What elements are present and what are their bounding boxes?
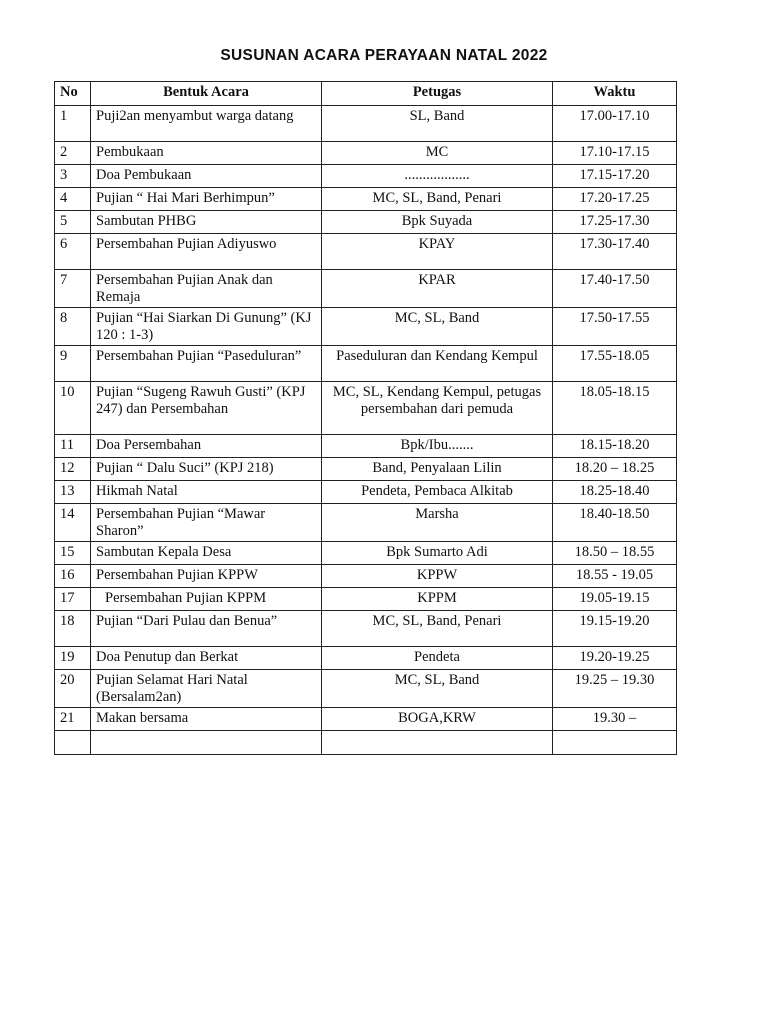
table-row: [55, 458, 677, 481]
cell-waktu: 19.20-19.25: [553, 647, 677, 670]
page-title: SUSUNAN ACARA PERAYAAN NATAL 2022: [220, 47, 548, 64]
cell-petugas: KPAY: [322, 234, 553, 270]
cell-no: 14: [55, 504, 91, 542]
cell-no: 4: [55, 188, 91, 211]
cell-no: 8: [55, 308, 91, 346]
cell-waktu: 18.55 - 19.05: [553, 565, 677, 588]
table-row: [55, 708, 677, 731]
cell-bentuk-acara: Persembahan Pujian KPPW: [91, 565, 322, 588]
cell-waktu: 17.40-17.50: [553, 270, 677, 308]
schedule-table: [54, 81, 677, 755]
table-row: [55, 234, 677, 270]
table-header-row: [55, 82, 677, 106]
cell-no: 21: [55, 708, 91, 731]
cell-no: 15: [55, 542, 91, 565]
cell-waktu: 18.05-18.15: [553, 382, 677, 435]
cell-no: 5: [55, 211, 91, 234]
cell-no: 16: [55, 565, 91, 588]
cell-empty: [322, 731, 553, 755]
table-row: [55, 188, 677, 211]
cell-petugas: BOGA,KRW: [322, 708, 553, 731]
cell-bentuk-acara: Pujian Selamat Hari Natal (Bersalam2an): [91, 670, 322, 708]
cell-waktu: 18.20 – 18.25: [553, 458, 677, 481]
cell-no: 17: [55, 588, 91, 611]
cell-petugas: MC, SL, Band: [322, 670, 553, 708]
cell-no: 2: [55, 142, 91, 165]
cell-bentuk-acara: Persembahan Pujian Adiyuswo: [91, 234, 322, 270]
table-row: [55, 382, 677, 435]
cell-waktu: 19.30 –: [553, 708, 677, 731]
cell-petugas: Bpk/Ibu.......: [322, 435, 553, 458]
cell-waktu: 19.05-19.15: [553, 588, 677, 611]
table-row: [55, 481, 677, 504]
cell-petugas: Bpk Sumarto Adi: [322, 542, 553, 565]
cell-waktu: 18.40-18.50: [553, 504, 677, 542]
table-row: [55, 435, 677, 458]
cell-no: 10: [55, 382, 91, 435]
cell-empty: [91, 731, 322, 755]
cell-bentuk-acara: Doa Pembukaan: [91, 165, 322, 188]
table-row: [55, 106, 677, 142]
cell-waktu: 17.15-17.20: [553, 165, 677, 188]
cell-waktu: 17.50-17.55: [553, 308, 677, 346]
cell-no: 13: [55, 481, 91, 504]
cell-waktu: 19.25 – 19.30: [553, 670, 677, 708]
table-row: [55, 270, 677, 308]
column-header-bentuk-acara: Bentuk Acara: [91, 82, 322, 106]
cell-petugas: Paseduluran dan Kendang Kempul: [322, 346, 553, 382]
cell-no: 3: [55, 165, 91, 188]
cell-waktu: 19.15-19.20: [553, 611, 677, 647]
cell-bentuk-acara: Doa Penutup dan Berkat: [91, 647, 322, 670]
cell-petugas: Bpk Suyada: [322, 211, 553, 234]
cell-bentuk-acara: Pujian “Sugeng Rawuh Gusti” (KPJ 247) dan Persembahan: [91, 382, 322, 435]
table-row: [55, 565, 677, 588]
cell-no: 1: [55, 106, 91, 142]
cell-bentuk-acara: Pujian “Dari Pulau dan Benua”: [91, 611, 322, 647]
cell-petugas: MC, SL, Band: [322, 308, 553, 346]
cell-bentuk-acara: Sambutan Kepala Desa: [91, 542, 322, 565]
cell-no: 6: [55, 234, 91, 270]
cell-bentuk-acara: Persembahan Pujian “Mawar Sharon”: [91, 504, 322, 542]
column-header-waktu: Waktu: [553, 82, 677, 106]
table-row: [55, 647, 677, 670]
cell-bentuk-acara: Persembahan Pujian KPPM: [91, 588, 322, 611]
table-row: [55, 588, 677, 611]
table-row: [55, 346, 677, 382]
cell-waktu: 17.55-18.05: [553, 346, 677, 382]
cell-bentuk-acara: Pujian “Hai Siarkan Di Gunung” (KJ 120 : 1-3): [91, 308, 322, 346]
table-row: [55, 211, 677, 234]
cell-no: 7: [55, 270, 91, 308]
table-row: [55, 542, 677, 565]
cell-petugas: SL, Band: [322, 106, 553, 142]
cell-petugas: MC, SL, Kendang Kempul, petugas persembahan dari pemuda: [322, 382, 553, 435]
cell-no: 19: [55, 647, 91, 670]
cell-waktu: 17.30-17.40: [553, 234, 677, 270]
cell-bentuk-acara: Pujian “ Hai Mari Berhimpun”: [91, 188, 322, 211]
cell-waktu: 18.50 – 18.55: [553, 542, 677, 565]
cell-waktu: 17.25-17.30: [553, 211, 677, 234]
table-row: [55, 165, 677, 188]
cell-waktu: 17.10-17.15: [553, 142, 677, 165]
cell-no: 9: [55, 346, 91, 382]
cell-bentuk-acara: Puji2an menyambut warga datang: [91, 106, 322, 142]
cell-petugas: Pendeta, Pembaca Alkitab: [322, 481, 553, 504]
cell-bentuk-acara: Pembukaan: [91, 142, 322, 165]
cell-no: 11: [55, 435, 91, 458]
cell-waktu: 18.25-18.40: [553, 481, 677, 504]
table-row: [55, 142, 677, 165]
cell-no: 20: [55, 670, 91, 708]
cell-petugas: KPAR: [322, 270, 553, 308]
cell-no: 12: [55, 458, 91, 481]
cell-petugas: Pendeta: [322, 647, 553, 670]
cell-bentuk-acara: Persembahan Pujian Anak dan Remaja: [91, 270, 322, 308]
cell-bentuk-acara: Hikmah Natal: [91, 481, 322, 504]
cell-bentuk-acara: Doa Persembahan: [91, 435, 322, 458]
cell-petugas: ..................: [322, 165, 553, 188]
cell-waktu: 18.15-18.20: [553, 435, 677, 458]
cell-bentuk-acara: Makan bersama: [91, 708, 322, 731]
cell-petugas: Marsha: [322, 504, 553, 542]
cell-bentuk-acara: Pujian “ Dalu Suci” (KPJ 218): [91, 458, 322, 481]
cell-bentuk-acara: Persembahan Pujian “Paseduluran”: [91, 346, 322, 382]
cell-petugas: MC, SL, Band, Penari: [322, 188, 553, 211]
cell-empty: [55, 731, 91, 755]
cell-petugas: Band, Penyalaan Lilin: [322, 458, 553, 481]
table-row: [55, 611, 677, 647]
column-header-no: No: [55, 82, 91, 106]
cell-waktu: 17.00-17.10: [553, 106, 677, 142]
cell-bentuk-acara: Sambutan PHBG: [91, 211, 322, 234]
column-header-petugas: Petugas: [322, 82, 553, 106]
cell-petugas: MC: [322, 142, 553, 165]
table-row: [55, 670, 677, 708]
table-row: [55, 504, 677, 542]
table-row-empty: [55, 731, 677, 755]
cell-empty: [553, 731, 677, 755]
cell-petugas: KPPW: [322, 565, 553, 588]
cell-no: 18: [55, 611, 91, 647]
table-row: [55, 308, 677, 346]
cell-petugas: KPPM: [322, 588, 553, 611]
cell-waktu: 17.20-17.25: [553, 188, 677, 211]
cell-petugas: MC, SL, Band, Penari: [322, 611, 553, 647]
